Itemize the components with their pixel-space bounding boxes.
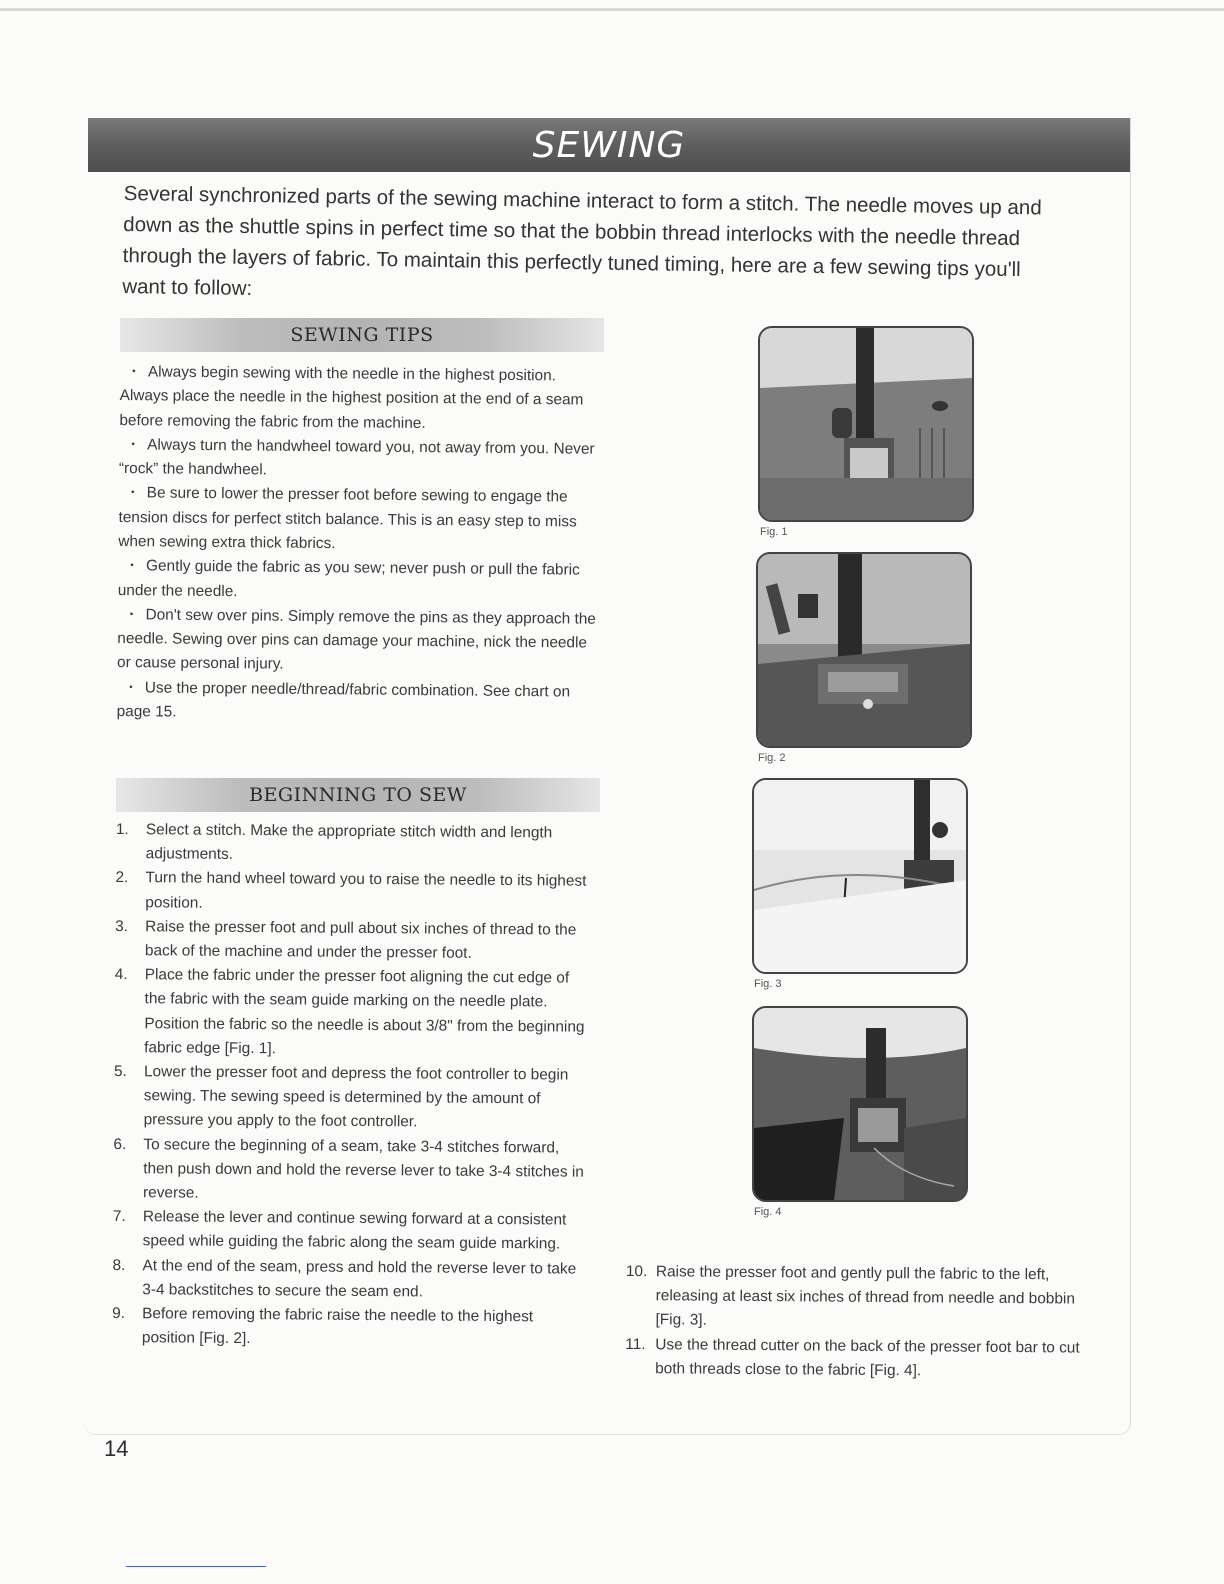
figure-2-photo xyxy=(756,552,972,748)
figure-1 xyxy=(758,326,974,538)
step-item: 11. Use the thread cutter on the back of the presser foot bar to cut both threads close to the fabric [Fig. 4]. xyxy=(625,1335,1080,1380)
page-number: 14 xyxy=(104,1436,129,1461)
bullet-icon: • xyxy=(129,681,133,693)
step-item: 9. Before removing the fabric raise the needle to the highest position [Fig. 2]. xyxy=(112,1305,534,1348)
step-item: 2. Turn the hand wheel toward you to raise the needle to its highest position. xyxy=(115,869,587,912)
tip-item: • Always turn the handwheel toward you, not away from you. Never “rock” the handwheel. xyxy=(119,433,603,486)
bullet-icon: • xyxy=(130,487,135,499)
bottom-underline xyxy=(126,1566,266,1567)
step-item: 6. To secure the beginning of a seam, take 3-4 stitches forward, then push down and hold the reverse lever to take 3-4 stitches in reverse. xyxy=(113,1135,584,1202)
step-item: 5. Lower the presser foot and depress the foot controller to begin sewing. The sewing speed is determined by the amount of pressure you apply to the foot controller. xyxy=(113,1063,569,1131)
top-edge-rule xyxy=(0,8,1224,11)
bullet-icon: • xyxy=(131,438,135,450)
figure-4-label: Fig. 4 xyxy=(754,1206,782,1218)
figure-4-photo xyxy=(752,1006,968,1202)
beginning-to-sew-header xyxy=(116,778,600,812)
tip-item: • Gently guide the fabric as you sew; never push or pull the fabric under the needle. xyxy=(118,554,602,607)
step-item: 4. Place the fabric under the presser foot aligning the cut edge of the fabric with the seam guide marking on the needle plate. Position the fabric so the needle is about 3/8" from the beginning fabric edge [Fig. 1]. xyxy=(114,966,585,1058)
sewing-tips-header xyxy=(120,318,604,352)
step-item: 8. At the end of the seam, press and hold the reverse lever to take 3-4 backstitches to secure the seam end. xyxy=(112,1256,577,1301)
tip-item: • Be sure to lower the presser foot before sewing to engage the tension discs for perfect stitch balance. This is an easy step to miss when sewing extra thick fabrics. xyxy=(118,481,603,558)
beginning-steps-list xyxy=(112,818,594,1354)
figure-1-label: Fig. 1 xyxy=(760,526,788,538)
tip-item: • Don't sew over pins. Simply remove the pins as they approach the needle. Sewing over pins can damage your machine, nick the needle or cause personal injury. xyxy=(117,603,602,680)
sewing-tips-heading: SEWING TIPS xyxy=(290,324,434,346)
figure-3-label: Fig. 3 xyxy=(754,978,782,990)
step-item: 7. Release the lever and continue sewing forward at a consistent speed while guiding the fabric along the seam guide marking. xyxy=(112,1208,567,1253)
beginning-to-sew-heading: BEGINNING TO SEW xyxy=(249,784,467,806)
bullet-icon: • xyxy=(130,560,134,572)
bullet-icon: • xyxy=(129,608,134,620)
figure-3 xyxy=(752,778,968,990)
figure-2-label: Fig. 2 xyxy=(758,752,786,764)
beginning-steps-continued xyxy=(625,1260,1084,1385)
tip-item: • Use the proper needle/thread/fabric combination. See chart on page 15. xyxy=(117,675,601,728)
bullet-icon: • xyxy=(132,366,136,378)
intro-paragraph: Several synchronized parts of the sewing machine interact to form a stitch. The needle moves up and down as the shuttle spins in perfect time so that the bobbin thread interlocks with the needle thread through the layers of fabric. To maintain this perfectly tuned timing, here are a few sewing tips you'll want to follow: xyxy=(122,181,1042,301)
step-item: 10. Raise the presser foot and gently pull the fabric to the left, releasing at least six inches of thread from needle and bobbin [Fig. 3]. xyxy=(625,1262,1076,1330)
page-title: SEWING xyxy=(532,124,686,166)
tip-item: • Always begin sewing with the needle in the highest position. Always place the needle in the highest position at the end of a seam before removing the fabric from the machine. xyxy=(119,360,604,437)
figure-4 xyxy=(752,1006,968,1218)
figure-3-photo xyxy=(752,778,968,974)
figure-2 xyxy=(756,552,972,764)
title-banner xyxy=(88,118,1130,172)
step-item: 3. Raise the presser foot and pull about six inches of thread to the back of the machine and under the presser foot. xyxy=(115,917,577,962)
sewing-tips-list xyxy=(117,360,604,729)
step-item: 1. Select a stitch. Make the appropriate stitch width and length adjustments. xyxy=(115,820,553,864)
figure-1-photo xyxy=(758,326,974,522)
